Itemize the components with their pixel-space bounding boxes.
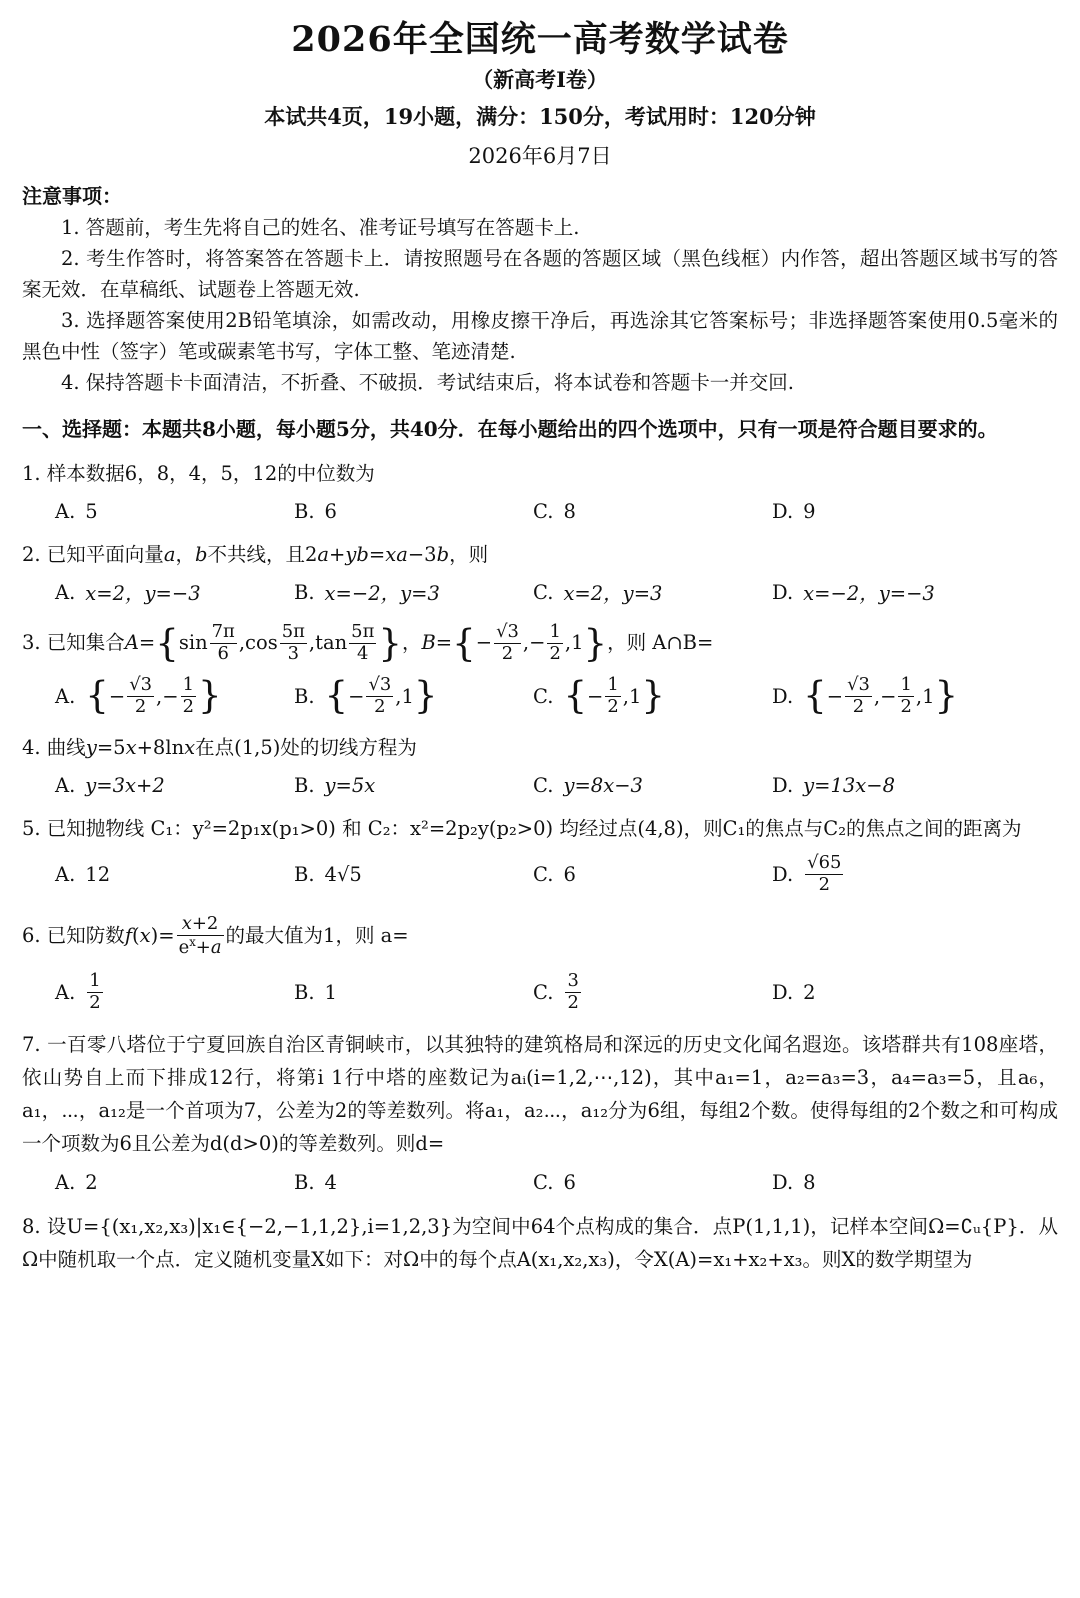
exam-date: 2026年6月7日 <box>468 144 612 168</box>
option-b[interactable]: B. 4√5 <box>294 862 362 886</box>
question-stem: 4. 曲线y=5x+8lnx在点(1,5)处的切线方程为 <box>22 736 417 759</box>
option-b[interactable]: B. 6 <box>294 499 337 523</box>
question-stem: 7. 一百零八塔位于宁夏回族自治区青铜峡市，以其独特的建筑格局和深远的历史文化闻名遐迩。该塔群共有108座塔，依山势自上而下排成12行，将第i 1行中塔的座数记为aᵢ(i=1,2,⋯,12)，其中a₁=1，a₂=a₃=3，a₄=a₃=5，且a₆，a₁，⋯，a₁₂是一个首项为7，公差为2的等差数列。将a₁，a₂⋯，a₁₂分为6组，每组2个数。使得每组的2个数之和可构成一个项数为6且公差为d(d>0)的等差数列。则d= <box>22 1033 1058 1155</box>
question-7 <box>22 1028 1058 1204</box>
question-3 <box>22 620 1058 726</box>
question-stem: 8. 设U={(x₁,x₂,x₃)|x₁∈{−2,−1,1,2},i=1,2,3}为空间中64个点构成的集合．点P(1,1,1)，记样本空间Ω=∁ᵤ{P}．从Ω中随机取一个点．定义随机变量X如下：对Ω中的每个点A(x₁,x₂,x₃)，令X(A)=x₁+x₂+x₃。则X的数学期望为 <box>22 1215 1058 1271</box>
option-c[interactable]: C. { − $\frac{1}{2}$ ,1 } <box>533 673 665 718</box>
option-a[interactable]: A. x=2，y=−3 <box>55 580 201 605</box>
exam-subtitle: （新高考Ⅰ卷） <box>472 67 608 92</box>
option-d[interactable]: D. 2 <box>772 980 816 1004</box>
notice-item: 4. 保持答题卡卡面清洁，不折叠、不破损．考试结束后，将本试卷和答题卡一并交回. <box>61 371 795 394</box>
question-8 <box>22 1210 1058 1276</box>
question-4 <box>22 732 1058 807</box>
question-6 <box>22 910 1058 1022</box>
option-c[interactable]: C. 6 <box>533 862 576 886</box>
notice-block <box>22 180 1058 398</box>
exam-meta: 本试共4页，19小题，满分：150分，考试用时：120分钟 <box>264 104 816 129</box>
option-row <box>22 666 1058 726</box>
section-heading: 一、选择题：本题共8小题，每小题5分，共40分．在每小题给出的四个选项中，只有一项是符合题目要求的。 <box>22 417 998 441</box>
option-row <box>22 570 1058 614</box>
option-a[interactable]: A. 5 <box>55 499 98 523</box>
notice-item: 1. 答题前，考生先将自己的姓名、准考证号填写在答题卡上. <box>61 216 580 239</box>
option-row <box>22 1160 1058 1204</box>
option-a[interactable]: A. $\frac{1}{2}$ <box>55 969 101 1013</box>
question-stem: 1. 样本数据6，8，4，5，12的中位数为 <box>22 462 375 485</box>
notice-item: 2. 考生作答时，将答案答在答题卡上．请按照题号在各题的答题区域（黑色线框）内作答，超出答题区域书写的答案无效．在草稿纸、试题卷上答题无效. <box>22 247 1058 301</box>
option-a[interactable]: A. y=3x+2 <box>55 773 165 797</box>
option-d[interactable]: D. y=13x−8 <box>772 773 896 797</box>
option-b[interactable]: B. x=−2，y=3 <box>294 580 440 605</box>
option-b[interactable]: B. { − $\frac{√3}{2}$ ,1 } <box>294 673 438 718</box>
option-d[interactable]: D. $\frac{√65}{2}$ <box>772 851 842 895</box>
option-c[interactable]: C. $\frac{3}{2}$ <box>533 969 579 1013</box>
option-d[interactable]: D. 9 <box>772 499 816 523</box>
option-d[interactable]: D. 8 <box>772 1170 816 1194</box>
option-d[interactable]: D. x=−2，y=−3 <box>772 580 935 605</box>
question-2 <box>22 539 1058 614</box>
question-stem: 2. 已知平面向量a，b不共线，且2a+yb=xa−3b，则 <box>22 543 489 566</box>
question-1 <box>22 458 1058 533</box>
option-a[interactable]: A. { − $\frac{√3}{2}$ ,− $\frac{1}{2}$ } <box>55 673 222 718</box>
option-a[interactable]: A. 12 <box>55 862 111 886</box>
option-c[interactable]: C. 8 <box>533 499 576 523</box>
option-row <box>22 763 1058 807</box>
option-row <box>22 844 1058 904</box>
question-stem: 3. 已知集合A={sin $\frac{7\pi}{6}$ ,cos $\frac{5\pi}{3}$ ,tan $\frac{5\pi}{4}$ }，B={− $\frac{√3}{2}$ ,− $\frac{1}{2}$ ,1}，则 A∩B= <box>22 621 714 665</box>
option-b[interactable]: B. 4 <box>294 1170 337 1194</box>
notice-title: 注意事项： <box>22 184 122 208</box>
question-stem: 6. 已知防数f(x)= $\frac{x+2}{e^x+a}$ 的最大值为1，则 a= <box>22 913 409 958</box>
notice-item: 3. 选择题答案使用2B铅笔填涂，如需改动，用橡皮擦干净后，再选涂其它答案标号；非选择题答案使用0.5毫米的黑色中性（签字）笔或碳素笔书写，字体工整、笔迹清楚. <box>22 309 1058 363</box>
option-c[interactable]: C. x=2，y=3 <box>533 580 663 605</box>
option-row <box>22 489 1058 533</box>
option-d[interactable]: D. { − $\frac{√3}{2}$ ,− $\frac{1}{2}$ ,1 } <box>772 673 959 718</box>
question-5 <box>22 813 1058 904</box>
exam-title: 2026年全国统一高考数学试卷 <box>291 19 789 60</box>
option-a[interactable]: A. 2 <box>55 1170 98 1194</box>
option-row <box>22 962 1058 1022</box>
option-c[interactable]: C. y=8x−3 <box>533 773 643 797</box>
option-b[interactable]: B. 1 <box>294 980 337 1004</box>
question-stem: 5. 已知抛物线 C₁：y²=2p₁x(p₁>0) 和 C₂：x²=2p₂y(p₂>0) 均经过点(4,8)，则C₁的焦点与C₂的焦点之间的距离为 <box>22 817 1022 840</box>
option-c[interactable]: C. 6 <box>533 1170 576 1194</box>
option-b[interactable]: B. y=5x <box>294 773 376 797</box>
